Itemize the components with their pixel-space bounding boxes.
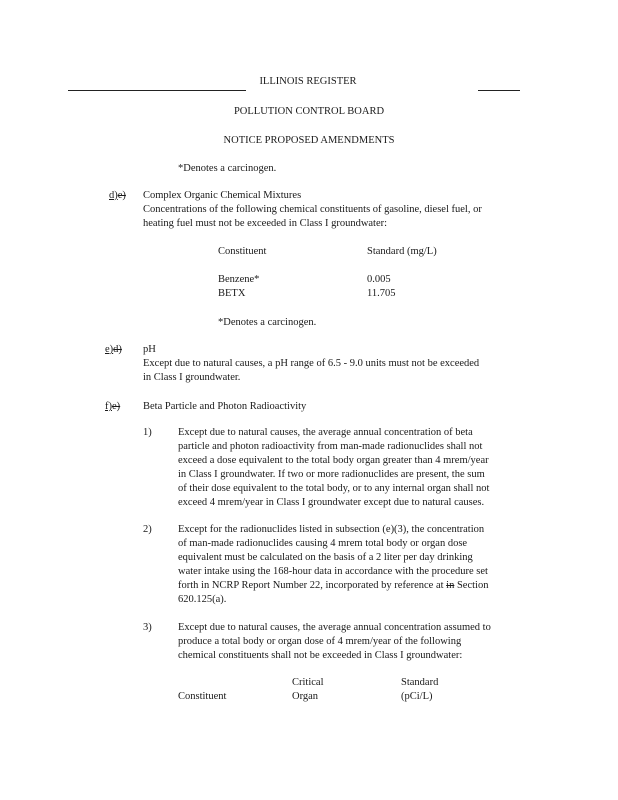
section-f-title: Beta Particle and Photon Radioactivity: [143, 401, 307, 412]
item-2-line: equivalent must be calculated on the basis of a 2 liter per day drinking: [178, 552, 473, 563]
table-f-header-constituent: Constituent: [178, 691, 227, 702]
item-1-line: of their dose equivalent to the total body, or to any internal organ shall not: [178, 483, 490, 494]
table-d-header-standard: Standard (mg/L): [367, 246, 437, 257]
struck-word: in: [446, 580, 455, 591]
item-2-line: forth in NCRP Report Number 22, incorporated by reference at in Section: [178, 580, 489, 591]
item-3-number: 3): [143, 622, 152, 633]
item-3-line: produce a total body or organ dose of 4 mrem/year of the following: [178, 636, 462, 647]
table-d-row-constituent: Benzene*: [218, 274, 260, 285]
notice-title: NOTICE PROPOSED AMENDMENTS: [223, 135, 395, 146]
section-e-title: pH: [143, 344, 156, 355]
table-d-row-constituent: BETX: [218, 288, 246, 299]
item-3-line: Except due to natural causes, the average annual concentration assumed to: [178, 622, 491, 633]
carcinogen-note-d: *Denotes a carcinogen.: [218, 317, 317, 328]
item-1-line: in Class I groundwater. If two or more radionuclides are present, the sum: [178, 469, 485, 480]
carcinogen-note-top: *Denotes a carcinogen.: [178, 163, 277, 174]
item-2-line: of man-made radionuclides causing 4 mrem total body or organ dose: [178, 538, 468, 549]
item-1-line: particle and photon radioactivity from man-made radionuclides shall not: [178, 441, 483, 452]
section-d-label: d)e): [109, 190, 126, 201]
board-title: POLLUTION CONTROL BOARD: [233, 106, 385, 117]
item-1-number: 1): [143, 427, 152, 438]
table-f-header-standard-top: Standard: [401, 677, 439, 688]
header-rule-right: [478, 90, 520, 91]
item-1-line: exceed a dose equivalent to the total body organ greater than 4 mrem/year: [178, 455, 489, 466]
section-d-text-2: heating fuel must not be exceeded in Class I groundwater:: [143, 218, 388, 229]
register-title: ILLINOIS REGISTER: [259, 76, 357, 87]
section-e-text-1: Except due to natural causes, a pH range of 6.5 - 9.0 units must not be exceeded: [143, 358, 480, 369]
section-f-label: f)e): [105, 401, 121, 412]
table-f-header-organ-top: Critical: [292, 677, 324, 688]
table-f-header-standard-bottom: (pCi/L): [401, 691, 433, 702]
item-2-line: Except for the radionuclides listed in subsection (e)(3), the concentration: [178, 524, 485, 535]
table-f-header-organ-bottom: Organ: [292, 691, 319, 702]
section-e-label: e)d): [105, 344, 122, 355]
table-d-row-standard: 11.705: [367, 288, 396, 299]
table-d-header-constituent: Constituent: [218, 246, 267, 257]
item-1-line: exceed 4 mrem/year in Class I groundwater except due to natural causes.: [178, 497, 485, 508]
item-2-line: 620.125(a).: [178, 594, 227, 605]
item-1-line: Except due to natural causes, the average annual concentration of beta: [178, 427, 473, 438]
section-e-text-2: in Class I groundwater.: [143, 372, 241, 383]
table-d-row-standard: 0.005: [367, 274, 391, 285]
item-3-line: chemical constituents shall not be exceeded in Class I groundwater:: [178, 650, 463, 661]
section-d-title: Complex Organic Chemical Mixtures: [143, 190, 302, 201]
section-d-text-1: Concentrations of the following chemical constituents of gasoline, diesel fuel, or: [143, 204, 482, 215]
item-2-number: 2): [143, 524, 152, 535]
item-2-line: water intake using the 168-hour data in accordance with the procedure set: [178, 566, 488, 577]
header-rule-left: [68, 90, 246, 91]
